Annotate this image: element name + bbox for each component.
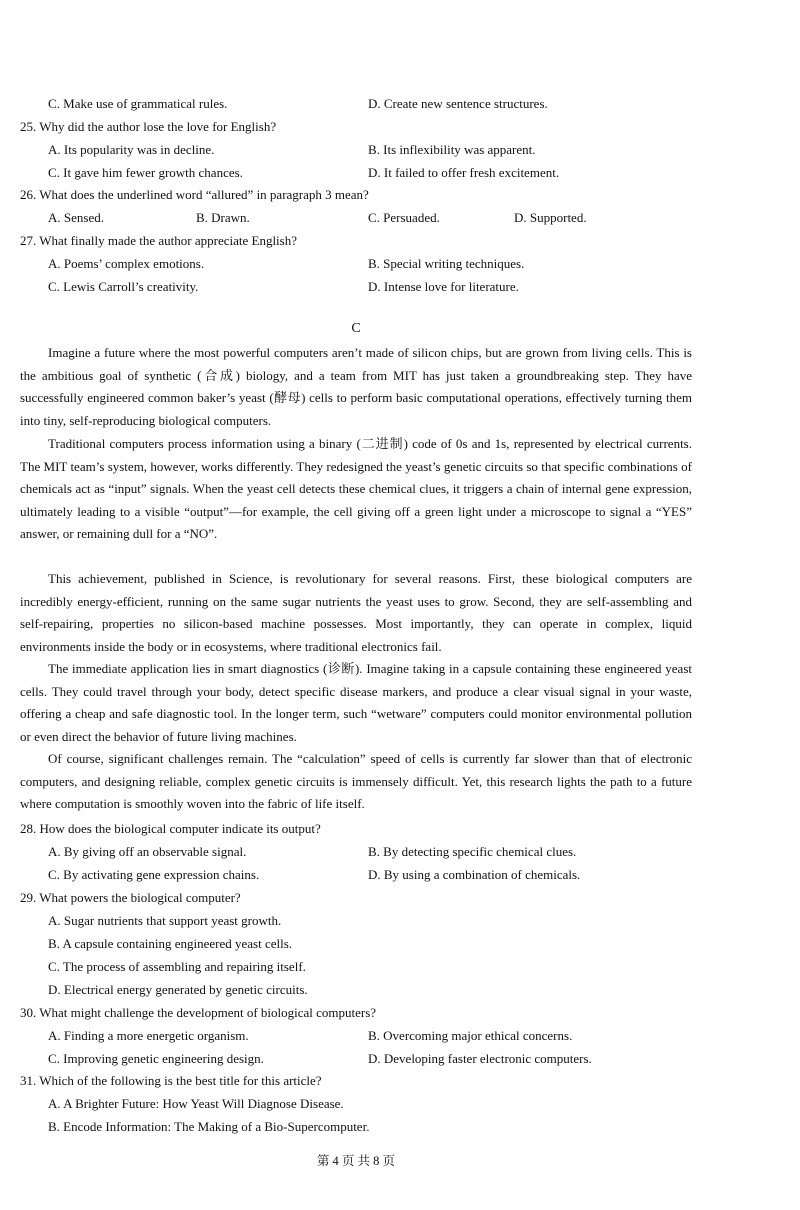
q28-option-d: D. By using a combination of chemicals. [368, 867, 581, 882]
passage-paragraph-2: Traditional computers process information using a binary (二进制) code of 0s and 1s, represented by electrical currents. The MIT team’s system, however, works differently. They redesigned the yeast’s genetic circuits so that specific combinations of chemicals act as “input” signals. When the yeast cell detects these chemical clues, it triggers a chain of internal gene expression, ultimately leading to a visible “output”—for example, the cell giving off a green light under a microscope to signal a “YES” answer, or remaining dull for a “NO”. [20, 436, 692, 542]
q27-option-a: A. Poems’ complex emotions. [48, 256, 205, 271]
q27-stem: 27. What finally made the author appreciate English? [20, 233, 297, 248]
passage-paragraph-5: Of course, significant challenges remain. The “calculation” speed of cells is currently far slower than that of electronic computers, and designing reliable, complex genetic circuits is immensely difficult. Yet, this research lights the path to a future where computation is smoothly woven into the fabric of life itself. [20, 751, 692, 812]
q25-stem: 25. Why did the author lose the love for English? [20, 119, 277, 134]
q25-option-c: C. It gave him fewer growth chances. [48, 165, 243, 180]
q30-option-d: D. Developing faster electronic computers. [368, 1051, 592, 1066]
passage-paragraph-4: The immediate application lies in smart diagnostics (诊断). Imagine taking in a capsule containing these engineered yeast cells. They could travel through your body, detect specific disease markers, and produce a clear visual signal in your waste, offering a cheap and safe diagnostic tool. In the longer term, such “wetware” computers could monitor environmental pollution or even direct the behavior of future living machines. [20, 661, 692, 744]
q27-option-d: D. Intense love for literature. [368, 279, 519, 294]
q29-option-a: A. Sugar nutrients that support yeast growth. [48, 913, 282, 928]
q31-option-b: B. Encode Information: The Making of a Bio-Supercomputer. [48, 1119, 370, 1134]
page-footer: 第 4 页 共 8 页 [316, 1154, 396, 1168]
passage-paragraph-3: This achievement, published in Science, is revolutionary for several reasons. First, these biological computers are incredibly energy-efficient, running on the same sugar nutrients the yeast uses to grow. Second, they are self-assembling and self-repairing, properties no silicon-based machine possesses. Most importantly, they can operate in complex, liquid environments inside the body or in ecosystems, where traditional electronics fail. [20, 571, 692, 654]
section-c-title: C [351, 321, 361, 336]
q31-option-a: A. A Brighter Future: How Yeast Will Diagnose Disease. [48, 1096, 344, 1111]
q24-option-d: D. Create new sentence structures. [368, 96, 548, 111]
q29-stem: 29. What powers the biological computer? [20, 890, 241, 905]
q26-stem: 26. What does the underlined word “allured” in paragraph 3 mean? [20, 187, 369, 202]
q29-option-b: B. A capsule containing engineered yeast cells. [48, 936, 293, 951]
q26-option-d: D. Supported. [514, 210, 587, 225]
q28-stem: 28. How does the biological computer indicate its output? [20, 821, 321, 836]
q28-option-b: B. By detecting specific chemical clues. [368, 844, 577, 859]
q24-option-c: C. Make use of grammatical rules. [48, 96, 228, 111]
q30-option-b: B. Overcoming major ethical concerns. [368, 1028, 573, 1043]
q30-option-c: C. Improving genetic engineering design. [48, 1051, 264, 1066]
q31-stem: 31. Which of the following is the best title for this article? [20, 1073, 322, 1088]
q25-option-a: A. Its popularity was in decline. [48, 142, 215, 157]
q30-option-a: A. Finding a more energetic organism. [48, 1028, 249, 1043]
q25-option-b: B. Its inflexibility was apparent. [368, 142, 536, 157]
q27-option-c: C. Lewis Carroll’s creativity. [48, 279, 199, 294]
q26-option-b: B. Drawn. [196, 210, 250, 225]
q29-option-d: D. Electrical energy generated by genetic circuits. [48, 982, 308, 997]
q26-option-a: A. Sensed. [48, 210, 104, 225]
q27-option-b: B. Special writing techniques. [368, 256, 525, 271]
passage-paragraph-1: Imagine a future where the most powerful computers aren’t made of silicon chips, but are grown from living cells. This is the ambitious goal of synthetic (合成) biology, and a team from MIT has just taken a groundbreaking step. They have successfully engineered common baker’s yeast (酵母) cells to perform basic computational operations, effectively turning them into tiny, self-reproducing biological computers. [20, 345, 692, 428]
q28-option-c: C. By activating gene expression chains. [48, 867, 260, 882]
q28-option-a: A. By giving off an observable signal. [48, 844, 247, 859]
q25-option-d: D. It failed to offer fresh excitement. [368, 165, 560, 180]
q29-option-c: C. The process of assembling and repairing itself. [48, 959, 306, 974]
q26-option-c: C. Persuaded. [368, 210, 440, 225]
q30-stem: 30. What might challenge the development of biological computers? [20, 1005, 377, 1020]
